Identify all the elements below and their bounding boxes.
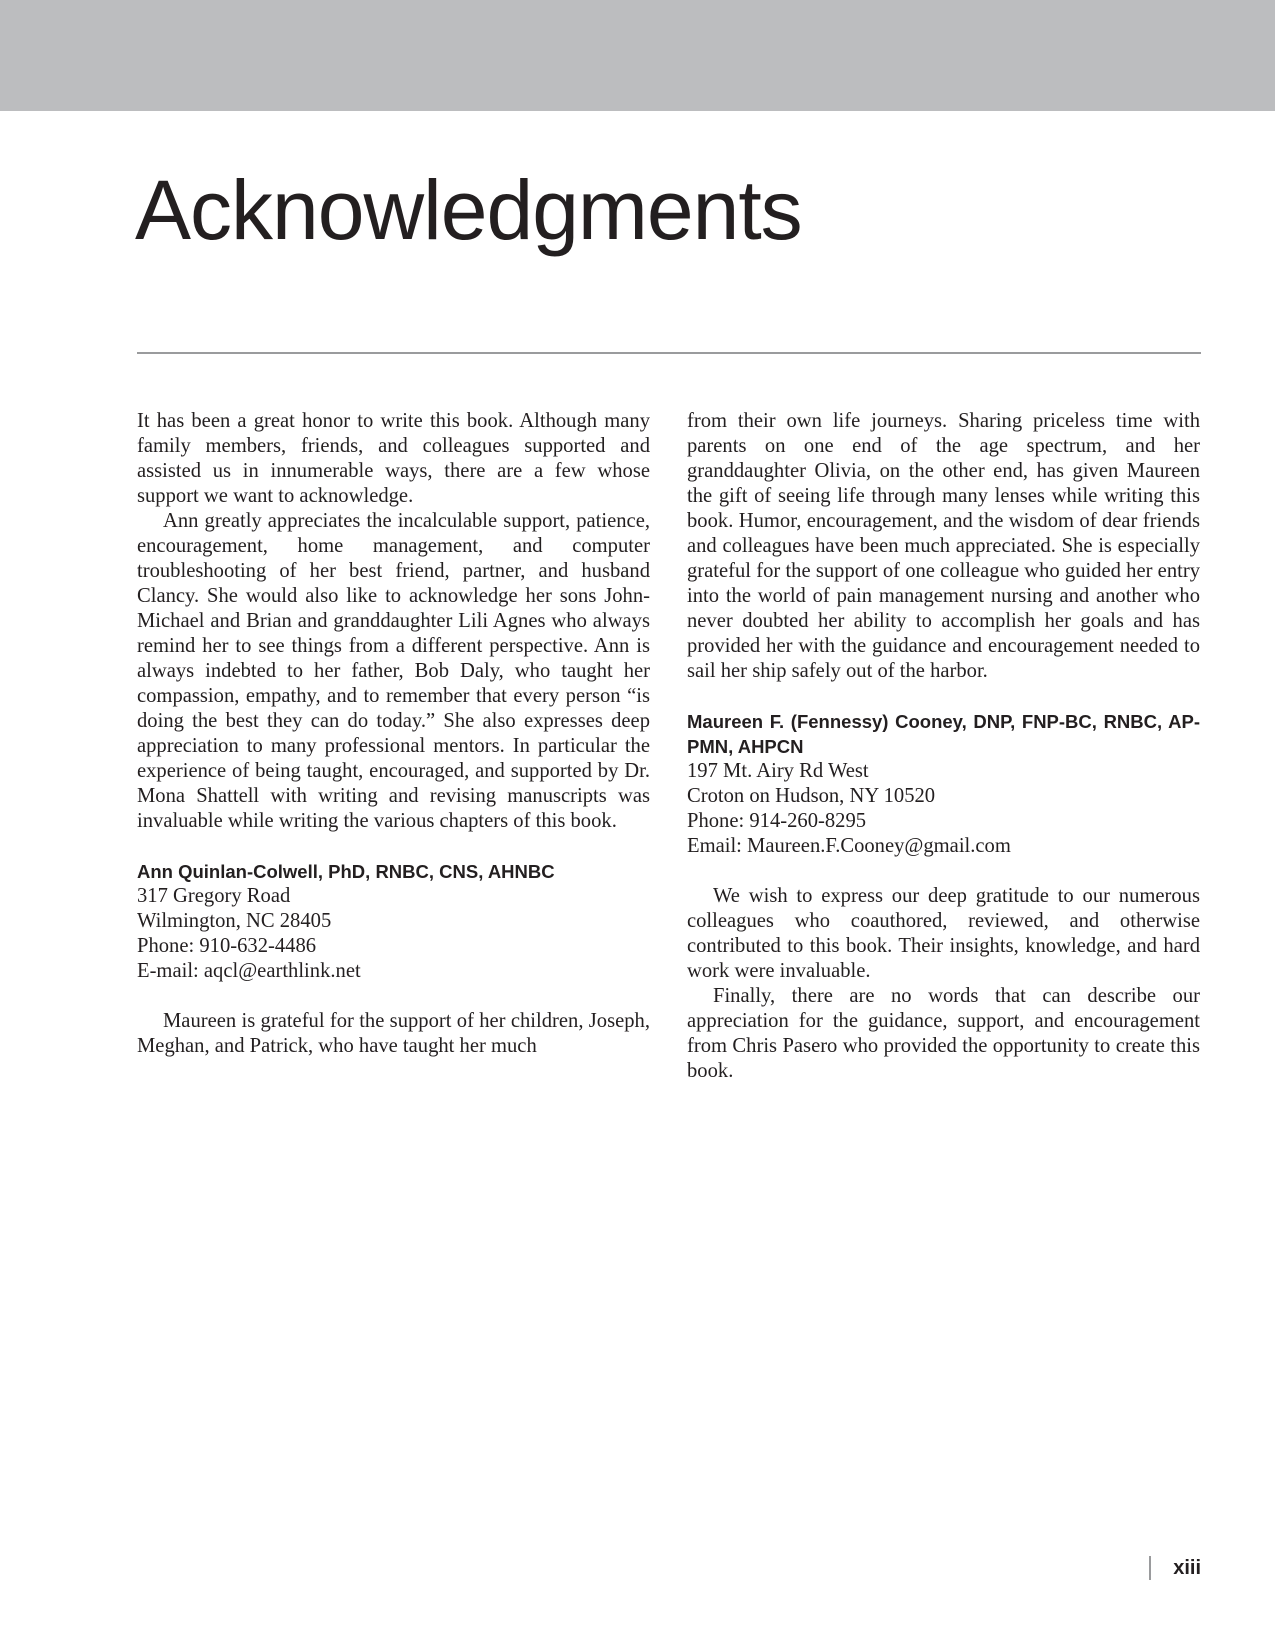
title-divider <box>137 352 1201 354</box>
maureen-street: 197 Mt. Airy Rd West <box>687 760 869 782</box>
final-paragraph: Finally, there are no words that can describe our appreciation for the guidance, support, and encouragement from Chris Pasero who provided the opportunity to create this book. <box>687 985 1200 1082</box>
gratitude-paragraph: We wish to express our deep gratitude to our numerous colleagues who coauthored, reviewed, and otherwise contributed to this book. Their insights, knowledge, and hard work were invaluable. <box>687 885 1200 982</box>
spacer <box>137 984 650 1009</box>
right-column <box>687 409 1200 1084</box>
folio-divider <box>1149 1556 1151 1580</box>
page-title: Acknowledgments <box>135 163 802 257</box>
ann-city: Wilmington, NC 28405 <box>137 910 332 932</box>
ann-phone: Phone: 910-632-4486 <box>137 935 317 957</box>
ann-signature-block <box>137 859 650 984</box>
spacer <box>687 859 1200 884</box>
maureen-paragraph-end: from their own life journeys. Sharing priceless time with parents on one end of the age spectrum, and her granddaughter Olivia, on the other end, has given Maureen the gift of seeing life through many lenses while writing this book. Humor, encouragement, and the wisdom of dear friends and colleagues have been much appreciated. She is especially grateful for the support of one colleague who guided her entry into the world of pain management nursing and another who never doubted her ability to accomplish her goals and has provided her with the guidance and encouragement needed to sail her ship safely out of the harbor. <box>687 410 1200 682</box>
ann-street: 317 Gregory Road <box>137 885 291 907</box>
left-column <box>137 409 650 1059</box>
maureen-signature-block <box>687 709 1200 859</box>
ann-author-name: Ann Quinlan-Colwell, PhD, RNBC, CNS, AHNBC <box>137 861 555 882</box>
maureen-email: Email: Maureen.F.Cooney@gmail.com <box>687 835 1011 857</box>
maureen-phone: Phone: 914-260-8295 <box>687 810 867 832</box>
spacer <box>687 684 1200 709</box>
ann-paragraph: Ann greatly appreciates the incalculable support, patience, encouragement, home management, and computer troubleshooting of her best friend, partner, and husband Clancy. She would also like to acknowledge her sons John-Michael and Brian and granddaughter Lili Agnes who always remind her to see things from a different perspective. Ann is always indebted to her father, Bob Daly, who taught her compassion, empathy, and to remember that every person “is doing the best they can do today.” She also expresses deep appreciation to many professional mentors. In particular the experience of being taught, encouraged, and supported by Dr. Mona Shattell with writing and revising manuscripts was invaluable while writing the various chapters of this book. <box>137 510 650 832</box>
maureen-city: Croton on Hudson, NY 10520 <box>687 785 936 807</box>
page-number: xiii <box>1173 1556 1201 1579</box>
maureen-author-name: Maureen F. (Fennessy) Cooney, DNP, FNP-BC, RNBC, AP-PMN, AHPCN <box>687 711 1200 757</box>
spacer <box>137 834 650 859</box>
maureen-paragraph-start: Maureen is grateful for the support of her children, Joseph, Meghan, and Patrick, who have taught her much <box>137 1010 650 1057</box>
page-folio <box>1149 1556 1201 1580</box>
intro-paragraph: It has been a great honor to write this book. Although many family members, friends, and colleagues supported and assisted us in innumerable ways, there are a few whose support we want to acknowledge. <box>137 410 650 507</box>
ann-email: E-mail: aqcl@earthlink.net <box>137 960 361 982</box>
header-band <box>0 0 1275 111</box>
